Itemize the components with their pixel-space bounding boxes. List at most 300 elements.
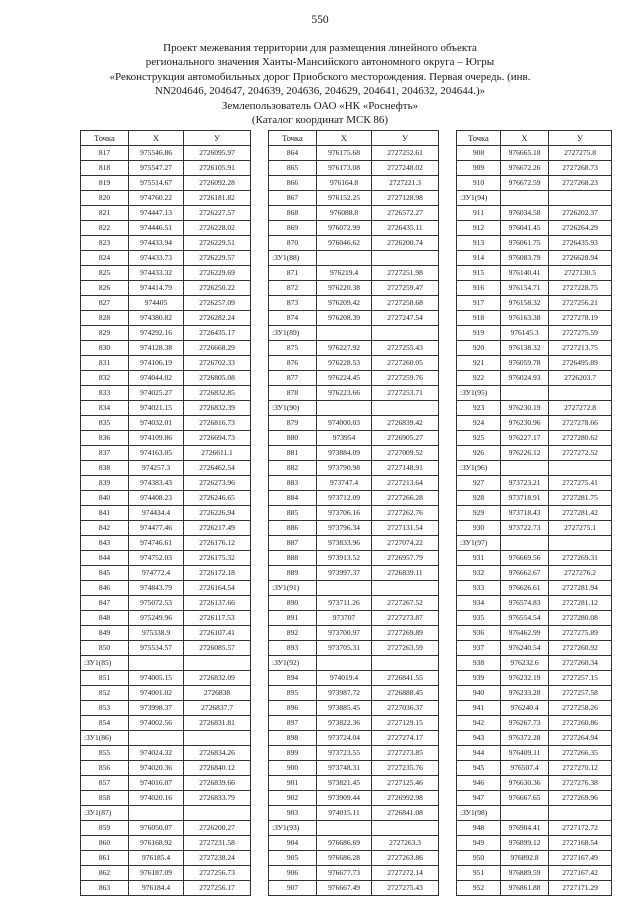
point-number: 913	[457, 236, 501, 251]
x-coordinate: 976145.3	[501, 326, 549, 341]
y-coordinate: 2727278.66	[549, 416, 612, 431]
point-number: 866	[269, 176, 317, 191]
x-coordinate: 976059.78	[501, 356, 549, 371]
y-coordinate: 2726229.69	[184, 266, 251, 281]
point-number: 835	[81, 416, 129, 431]
x-coordinate: 973884.09	[317, 446, 372, 461]
point-number: 834	[81, 401, 129, 416]
y-coordinate: 2726628.94	[549, 251, 612, 266]
section-row	[269, 581, 439, 596]
table-row	[457, 221, 612, 236]
point-number: 940	[457, 686, 501, 701]
point-number: 829	[81, 326, 129, 341]
table-row	[457, 491, 612, 506]
table-row	[81, 416, 251, 431]
empty-cell	[501, 386, 549, 401]
x-coordinate: 976164.8	[317, 176, 372, 191]
y-coordinate: 2726227.57	[184, 206, 251, 221]
empty-cell	[549, 386, 612, 401]
table-row	[81, 146, 251, 161]
point-number: 893	[269, 641, 317, 656]
table-body	[81, 146, 251, 896]
y-coordinate: 2726832.39	[184, 401, 251, 416]
y-coordinate: 2727257.58	[549, 686, 612, 701]
empty-cell	[501, 536, 549, 551]
point-number: 861	[81, 851, 129, 866]
table-row	[269, 161, 439, 176]
empty-cell	[129, 731, 184, 746]
x-coordinate: 973822.36	[317, 716, 372, 731]
x-coordinate: 976168.92	[129, 836, 184, 851]
x-coordinate: 974019.4	[317, 671, 372, 686]
table-row	[269, 281, 439, 296]
y-coordinate: 2726702.33	[184, 356, 251, 371]
table-row	[269, 716, 439, 731]
x-coordinate: 974163.05	[129, 446, 184, 461]
y-coordinate: 2726435.11	[372, 221, 439, 236]
x-coordinate: 974408.23	[129, 491, 184, 506]
header-row	[457, 131, 612, 146]
x-coordinate: 973987.72	[317, 686, 372, 701]
section-label: :ЗУ1(89)	[269, 326, 317, 341]
y-coordinate: 2727248.02	[372, 161, 439, 176]
y-coordinate: 2727255.43	[372, 341, 439, 356]
y-coordinate: 2727273.87	[372, 611, 439, 626]
table-row	[269, 641, 439, 656]
table-row	[457, 506, 612, 521]
x-coordinate: 974021.15	[129, 401, 184, 416]
table-row	[457, 236, 612, 251]
y-coordinate: 2727263.59	[372, 641, 439, 656]
x-coordinate: 973913.52	[317, 551, 372, 566]
y-coordinate: 2727266.35	[549, 746, 612, 761]
point-number: 847	[81, 596, 129, 611]
x-coordinate: 973706.16	[317, 506, 372, 521]
point-number: 864	[269, 146, 317, 161]
table-row	[269, 806, 439, 821]
point-number: 937	[457, 641, 501, 656]
x-coordinate: 974746.61	[129, 536, 184, 551]
x-coordinate: 974752.03	[129, 551, 184, 566]
y-coordinate: 2727238.24	[184, 851, 251, 866]
y-coordinate: 2726832.09	[184, 671, 251, 686]
table-row	[269, 431, 439, 446]
table-row	[269, 191, 439, 206]
table-row	[269, 371, 439, 386]
x-coordinate: 974020.36	[129, 761, 184, 776]
point-number: 853	[81, 701, 129, 716]
y-coordinate: 2727256.21	[549, 296, 612, 311]
y-coordinate: 2726085.57	[184, 641, 251, 656]
y-coordinate: 2727253.71	[372, 386, 439, 401]
y-coordinate: 2726668.29	[184, 341, 251, 356]
point-number: 876	[269, 356, 317, 371]
table-row	[457, 701, 612, 716]
section-row	[269, 326, 439, 341]
y-coordinate: 2727213.64	[372, 476, 439, 491]
table-row	[269, 356, 439, 371]
point-number: 879	[269, 416, 317, 431]
point-number: 928	[457, 491, 501, 506]
empty-cell	[549, 806, 612, 821]
y-coordinate: 2727281.75	[549, 491, 612, 506]
x-coordinate: 974383.43	[129, 476, 184, 491]
x-coordinate: 976154.71	[501, 281, 549, 296]
point-number: 904	[269, 836, 317, 851]
point-number: 865	[269, 161, 317, 176]
header-x: X	[501, 131, 549, 146]
table-row	[81, 446, 251, 461]
title-line: «Реконструкция автомобильных дорог Приобского месторождения. Первая очередь. (инв.	[109, 70, 531, 83]
section-row	[81, 806, 251, 821]
y-coordinate: 2727256.73	[184, 866, 251, 881]
y-coordinate: 2727280.62	[549, 431, 612, 446]
y-coordinate: 2727258.26	[549, 701, 612, 716]
x-coordinate: 976034.58	[501, 206, 549, 221]
point-number: 895	[269, 686, 317, 701]
x-coordinate: 976024.93	[501, 371, 549, 386]
table-row	[81, 626, 251, 641]
y-coordinate: 2727260.92	[549, 641, 612, 656]
point-number: 827	[81, 296, 129, 311]
section-label: :ЗУ1(94)	[457, 191, 501, 206]
y-coordinate: 2726834.26	[184, 746, 251, 761]
empty-cell	[549, 191, 612, 206]
x-coordinate: 976072.99	[317, 221, 372, 236]
y-coordinate: 2727266.28	[372, 491, 439, 506]
x-coordinate: 974015.11	[317, 806, 372, 821]
point-number: 856	[81, 761, 129, 776]
y-coordinate: 2727009.52	[372, 446, 439, 461]
point-number: 906	[269, 866, 317, 881]
section-row	[81, 731, 251, 746]
section-row	[81, 656, 251, 671]
header-x: X	[129, 131, 184, 146]
empty-cell	[129, 656, 184, 671]
point-number: 908	[457, 146, 501, 161]
x-coordinate: 976667.49	[317, 881, 372, 896]
point-number: 890	[269, 596, 317, 611]
point-number: 872	[269, 281, 317, 296]
x-coordinate: 974106.19	[129, 356, 184, 371]
y-coordinate: 2727262.76	[372, 506, 439, 521]
point-number: 846	[81, 581, 129, 596]
point-number: 900	[269, 761, 317, 776]
point-number: 924	[457, 416, 501, 431]
point-number: 899	[269, 746, 317, 761]
y-coordinate: 2727148.91	[372, 461, 439, 476]
y-coordinate: 2726833.79	[184, 791, 251, 806]
table-row	[269, 851, 439, 866]
x-coordinate: 976138.32	[501, 341, 549, 356]
x-coordinate: 976232.19	[501, 671, 549, 686]
header-y: У	[549, 131, 612, 146]
y-coordinate: 2726228.02	[184, 221, 251, 236]
point-number: 945	[457, 761, 501, 776]
x-coordinate: 976233.28	[501, 686, 549, 701]
x-coordinate: 976892.8	[501, 851, 549, 866]
empty-cell	[317, 821, 372, 836]
x-coordinate: 976672.59	[501, 176, 549, 191]
section-label: :ЗУ1(88)	[269, 251, 317, 266]
section-row	[457, 536, 612, 551]
point-number: 824	[81, 251, 129, 266]
point-number: 915	[457, 266, 501, 281]
x-coordinate: 974760.22	[129, 191, 184, 206]
x-coordinate: 976227.92	[317, 341, 372, 356]
x-coordinate: 976219.4	[317, 266, 372, 281]
table-row	[81, 791, 251, 806]
table-row	[269, 521, 439, 536]
table-row	[457, 656, 612, 671]
y-coordinate: 2726273.96	[184, 476, 251, 491]
point-number: 836	[81, 431, 129, 446]
x-coordinate: 974109.86	[129, 431, 184, 446]
table-row	[457, 761, 612, 776]
empty-cell	[372, 581, 439, 596]
y-coordinate: 2727269.96	[549, 791, 612, 806]
y-coordinate: 2726841.55	[372, 671, 439, 686]
x-coordinate: 976686.69	[317, 836, 372, 851]
table-row	[269, 236, 439, 251]
table-row	[81, 296, 251, 311]
y-coordinate: 2726694.73	[184, 431, 251, 446]
point-number: 936	[457, 626, 501, 641]
y-coordinate: 2726611.1	[184, 446, 251, 461]
empty-cell	[372, 401, 439, 416]
table-row	[269, 206, 439, 221]
y-coordinate: 2727275.41	[549, 476, 612, 491]
table-row	[269, 461, 439, 476]
header-y: У	[184, 131, 251, 146]
y-coordinate: 2726246.65	[184, 491, 251, 506]
point-number: 819	[81, 176, 129, 191]
point-number: 934	[457, 596, 501, 611]
x-coordinate: 974025.27	[129, 386, 184, 401]
x-coordinate: 974128.38	[129, 341, 184, 356]
title-line: Землепользователь ОАО «НК «Роснефть»	[221, 99, 419, 112]
y-coordinate: 2726107.41	[184, 626, 251, 641]
point-number: 881	[269, 446, 317, 461]
y-coordinate: 2726816.73	[184, 416, 251, 431]
point-number: 883	[269, 476, 317, 491]
empty-cell	[501, 461, 549, 476]
point-number: 907	[269, 881, 317, 896]
point-number: 909	[457, 161, 501, 176]
x-coordinate: 976574.83	[501, 596, 549, 611]
y-coordinate: 2726105.91	[184, 161, 251, 176]
x-coordinate: 974433.32	[129, 266, 184, 281]
point-number: 869	[269, 221, 317, 236]
y-coordinate: 2727168.54	[549, 836, 612, 851]
table-row	[81, 851, 251, 866]
y-coordinate: 2727281.94	[549, 581, 612, 596]
table-row	[457, 446, 612, 461]
table-row	[81, 371, 251, 386]
y-coordinate: 2727260.34	[549, 656, 612, 671]
point-number: 841	[81, 506, 129, 521]
y-coordinate: 2727258.68	[372, 296, 439, 311]
table-row	[457, 161, 612, 176]
x-coordinate: 976267.73	[501, 716, 549, 731]
table-row	[457, 776, 612, 791]
y-coordinate: 2727270.12	[549, 761, 612, 776]
y-coordinate: 2727171.29	[549, 881, 612, 896]
table-row	[457, 836, 612, 851]
title-line: Проект межевания территории для размещения линейного объекта	[163, 42, 477, 54]
point-number: 918	[457, 311, 501, 326]
point-number: 938	[457, 656, 501, 671]
point-number: 897	[269, 716, 317, 731]
x-coordinate: 976669.56	[501, 551, 549, 566]
point-number: 942	[457, 716, 501, 731]
x-coordinate: 976185.4	[129, 851, 184, 866]
x-coordinate: 974433.94	[129, 236, 184, 251]
point-number: 921	[457, 356, 501, 371]
x-coordinate: 974772.4	[129, 566, 184, 581]
y-coordinate: 2727275.59	[549, 326, 612, 341]
empty-cell	[317, 401, 372, 416]
section-row	[269, 821, 439, 836]
x-coordinate: 976232.6	[501, 656, 549, 671]
x-coordinate: 976230.96	[501, 416, 549, 431]
y-coordinate: 2727130.5	[549, 266, 612, 281]
table-row	[269, 746, 439, 761]
point-number: 831	[81, 356, 129, 371]
y-coordinate: 2726805.08	[184, 371, 251, 386]
point-number: 863	[81, 881, 129, 896]
x-coordinate: 976240.54	[501, 641, 549, 656]
x-coordinate: 973722.73	[501, 521, 549, 536]
empty-cell	[549, 536, 612, 551]
y-coordinate: 2727276.2	[549, 566, 612, 581]
section-row	[269, 251, 439, 266]
y-coordinate: 2727131.54	[372, 521, 439, 536]
y-coordinate: 2727268.73	[549, 161, 612, 176]
empty-cell	[129, 806, 184, 821]
empty-cell	[372, 656, 439, 671]
y-coordinate: 2726229.51	[184, 236, 251, 251]
x-coordinate: 973998.37	[129, 701, 184, 716]
x-coordinate: 976184.4	[129, 881, 184, 896]
x-coordinate: 974477.46	[129, 521, 184, 536]
table-row	[457, 851, 612, 866]
y-coordinate: 2726888.45	[372, 686, 439, 701]
table-row	[269, 791, 439, 806]
empty-cell	[372, 326, 439, 341]
x-coordinate: 973718.43	[501, 506, 549, 521]
x-coordinate: 974380.82	[129, 311, 184, 326]
header-row	[81, 131, 251, 146]
table-row	[457, 566, 612, 581]
point-number: 868	[269, 206, 317, 221]
table-row	[269, 506, 439, 521]
point-number: 930	[457, 521, 501, 536]
y-coordinate: 2727228.75	[549, 281, 612, 296]
table-row	[81, 176, 251, 191]
table-row	[81, 476, 251, 491]
point-number: 817	[81, 146, 129, 161]
y-coordinate: 2727259.47	[372, 281, 439, 296]
table-row	[81, 356, 251, 371]
x-coordinate: 976626.61	[501, 581, 549, 596]
y-coordinate: 2726164.54	[184, 581, 251, 596]
table-row	[81, 191, 251, 206]
table-row	[81, 281, 251, 296]
table-row	[269, 836, 439, 851]
point-number: 887	[269, 536, 317, 551]
x-coordinate: 975534.57	[129, 641, 184, 656]
x-coordinate: 973909.44	[317, 791, 372, 806]
section-label: :ЗУ1(92)	[269, 656, 317, 671]
x-coordinate: 976672.26	[501, 161, 549, 176]
x-coordinate: 976220.38	[317, 281, 372, 296]
table-row	[457, 341, 612, 356]
y-coordinate: 2727074.22	[372, 536, 439, 551]
point-number: 912	[457, 221, 501, 236]
point-number: 929	[457, 506, 501, 521]
y-coordinate: 2727281.42	[549, 506, 612, 521]
table-row	[457, 416, 612, 431]
point-number: 826	[81, 281, 129, 296]
x-coordinate: 976209.42	[317, 296, 372, 311]
x-coordinate: 976083.79	[501, 251, 549, 266]
point-number: 891	[269, 611, 317, 626]
x-coordinate: 976175.68	[317, 146, 372, 161]
y-coordinate: 2727273.85	[372, 746, 439, 761]
y-coordinate: 2726257.09	[184, 296, 251, 311]
x-coordinate: 975514.67	[129, 176, 184, 191]
y-coordinate: 2726572.27	[372, 206, 439, 221]
section-label: :ЗУ1(93)	[269, 821, 317, 836]
point-number: 839	[81, 476, 129, 491]
x-coordinate: 976230.19	[501, 401, 549, 416]
table-row	[269, 866, 439, 881]
point-number: 896	[269, 701, 317, 716]
table-row	[269, 146, 439, 161]
point-number: 944	[457, 746, 501, 761]
section-label: :ЗУ1(86)	[81, 731, 129, 746]
point-number: 859	[81, 821, 129, 836]
x-coordinate: 976061.75	[501, 236, 549, 251]
y-coordinate: 2727278.19	[549, 311, 612, 326]
y-coordinate: 2727125.46	[372, 776, 439, 791]
y-coordinate: 2726176.12	[184, 536, 251, 551]
table-row	[269, 311, 439, 326]
table-row	[457, 281, 612, 296]
table-row	[81, 641, 251, 656]
table-body	[457, 146, 612, 896]
point-number: 880	[269, 431, 317, 446]
point-number: 933	[457, 581, 501, 596]
point-number: 946	[457, 776, 501, 791]
x-coordinate: 975546.86	[129, 146, 184, 161]
y-coordinate: 2727256.17	[184, 881, 251, 896]
table-row	[269, 701, 439, 716]
x-coordinate: 976208.39	[317, 311, 372, 326]
x-coordinate: 976163.38	[501, 311, 549, 326]
point-number: 947	[457, 791, 501, 806]
y-coordinate: 2727263.86	[372, 851, 439, 866]
point-number: 855	[81, 746, 129, 761]
table-row	[81, 836, 251, 851]
y-coordinate: 2727274.17	[372, 731, 439, 746]
table-row	[81, 326, 251, 341]
point-number: 867	[269, 191, 317, 206]
y-coordinate: 2726837.7	[184, 701, 251, 716]
point-number: 888	[269, 551, 317, 566]
y-coordinate: 2727275.1	[549, 521, 612, 536]
